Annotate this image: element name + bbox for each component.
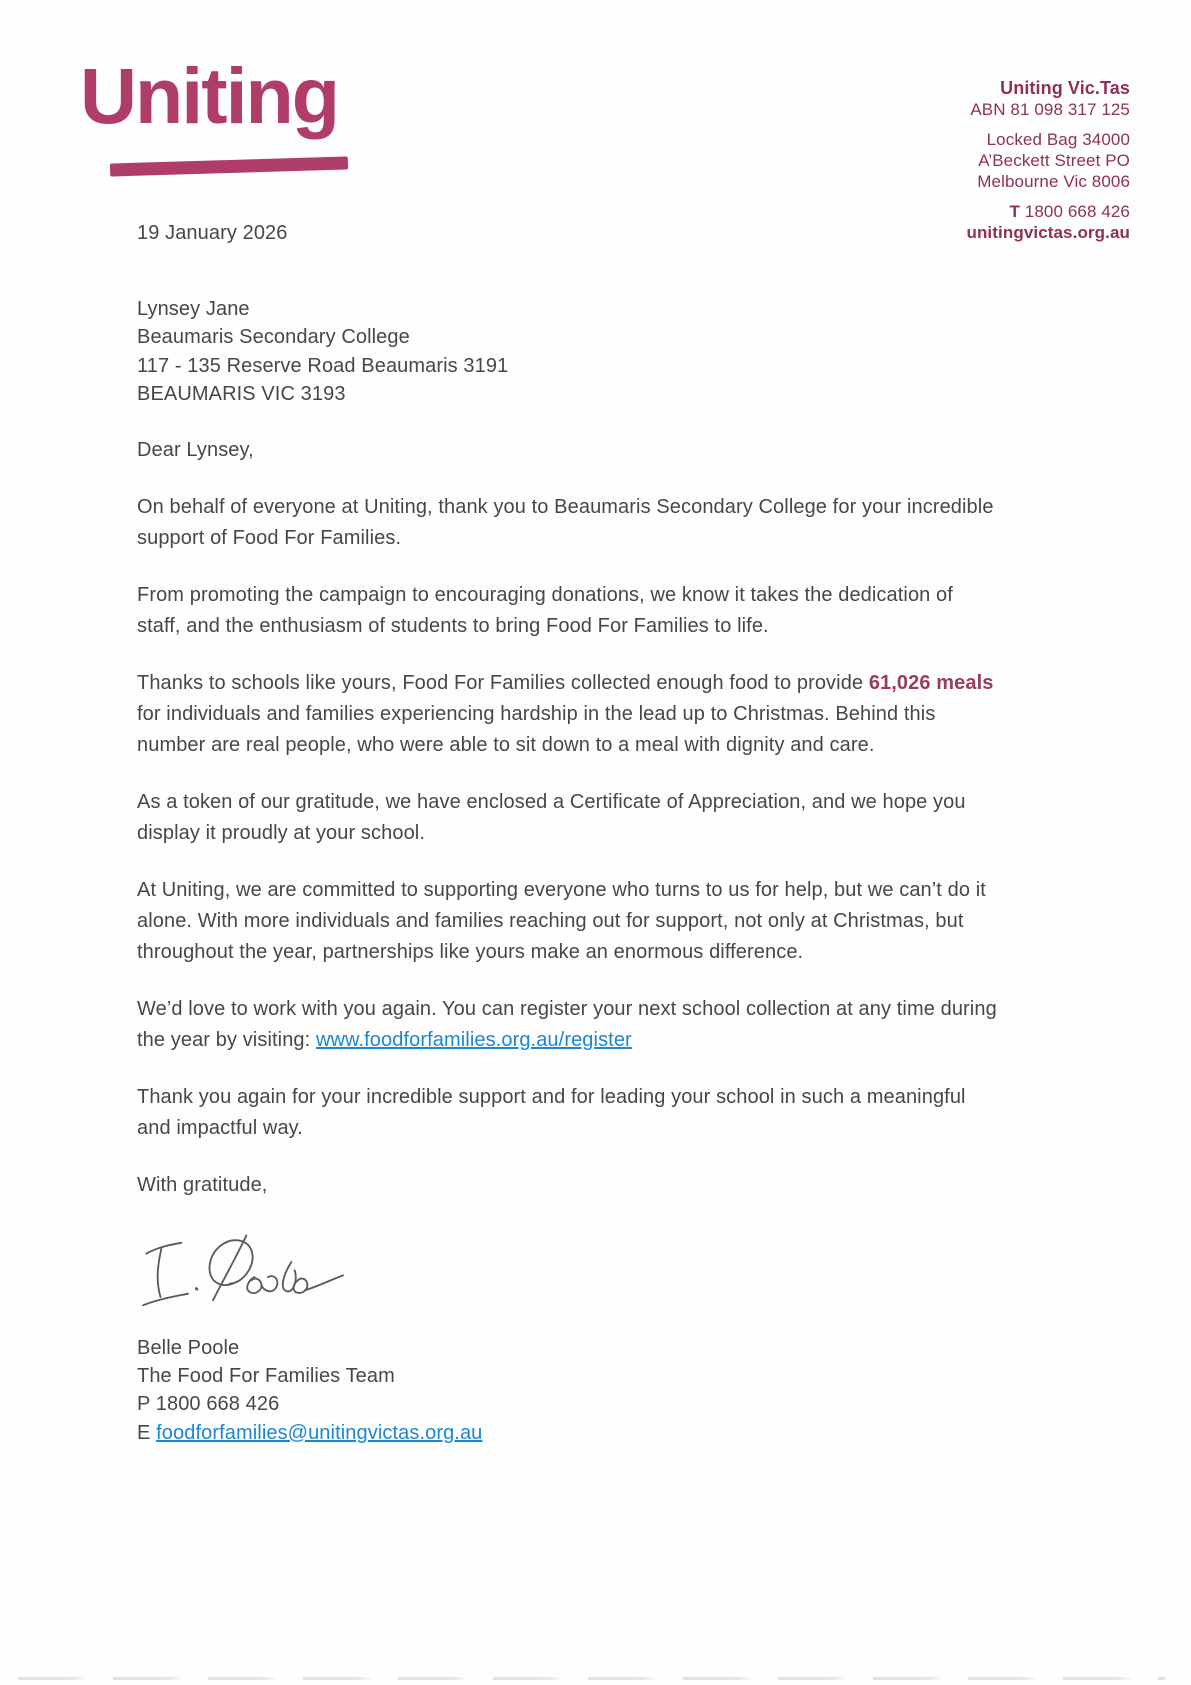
signoff-phone [137,1390,999,1418]
signoff-email-prefix: E [137,1421,151,1444]
salutation: Dear Lynsey, [137,438,254,461]
recipient-school: Beaumaris Secondary College [137,326,410,349]
meals-text-pre: Thanks to schools like yours, Food For Families collected enough food to provide [137,671,869,694]
paragraph-register [137,994,999,1056]
address-line: Melbourne Vic 8006 [977,172,1130,191]
address-line: A’Beckett Street PO [978,151,1130,170]
recipient-street: 117 - 135 Reserve Road Beaumaris 3191 [137,354,509,377]
org-website: unitingvictas.org.au [966,223,1130,242]
recipient-address-block [137,295,999,409]
paragraph-campaign: From promoting the campaign to encouraging donations, we know it takes the dedication of staff, and the enthusiasm of students to bring Food For Families to life. [137,583,953,637]
recipient-name: Lynsey Jane [137,298,250,320]
phone-number: 1800 668 426 [1024,202,1130,221]
scanner-edge-artifact [18,1677,1165,1680]
handwritten-signature [133,1227,383,1322]
signoff-team: The Food For Families Team [137,1364,395,1387]
uniting-logo [80,51,420,186]
uniting-logo-underline [110,156,348,176]
paragraph-commitment: At Uniting, we are committed to supporting everyone who turns to us for help, but we can’t do it alone. With more individuals and families reaching out for support, not only at Christmas, but throughout the year, partnerships like yours make an enormous difference. [137,878,986,963]
meals-text-post: for individuals and families experiencing hardship in the lead up to Christmas. Behind this number are real people, who were able to sit down to a meal with dignity and care. [137,702,936,756]
org-abn: ABN 81 098 317 125 [970,100,1130,119]
register-text: We’d love to work with you again. You can register your next school collection at any time during the year by visiting: [137,997,997,1051]
address-line: Locked Bag 34000 [986,130,1130,149]
paragraph-meals [137,668,999,761]
org-name: Uniting Vic.Tas [1000,78,1130,98]
signoff-email-line [137,1419,999,1447]
meals-count-highlight: 61,026 meals [868,671,994,694]
register-link[interactable]: www.foodforfamilies.org.au/register [315,1028,632,1051]
signoff-phone-prefix: P [137,1393,151,1416]
paragraph-thanks: On behalf of everyone at Uniting, thank you to Beaumaris Secondary College for your incredible support of Food For Families. [137,495,994,549]
recipient-suburb: BEAUMARIS VIC 3193 [137,383,346,406]
signoff-name: Belle Poole [137,1336,240,1359]
signoff-email-link[interactable]: foodforfamilies@unitingvictas.org.au [156,1421,483,1444]
paragraph-thankyou: Thank you again for your incredible support and for leading your school in such a meaningful and impactful way. [137,1085,966,1139]
org-postal-address [966,129,1130,192]
uniting-logo-wordmark: Uniting [80,51,339,140]
letter-date: 19 January 2026 [137,222,288,244]
phone-prefix: T [1009,202,1020,221]
closing-line: With gratitude, [137,1173,268,1196]
letter-content [137,218,999,1447]
paragraph-certificate: As a token of our gratitude, we have enclosed a Certificate of Appreciation, and we hope you display it proudly at your school. [137,790,966,844]
signoff-block [137,1334,999,1448]
signoff-phone-number: 1800 668 426 [155,1393,280,1416]
